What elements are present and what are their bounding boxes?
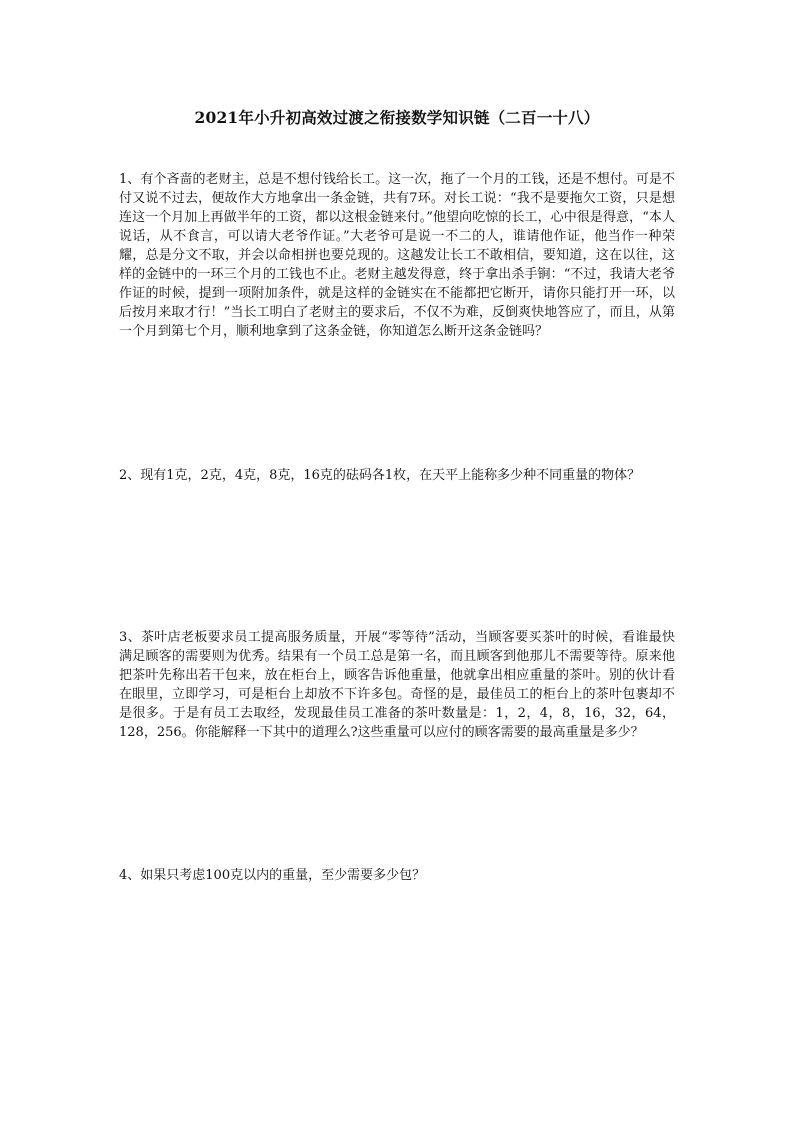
problem-3: 3、茶叶店老板要求员工提高服务质量，开展“零等待”活动，当顾客要买茶叶的时候，看谁最快 满足顾客的需要则为优秀。结果有一个员工总是第一名，而且顾客到他那儿不需要等待。原来他把茶叶先称出若干包来，放在柜台上，顾客告诉他重量，他就拿出相应重量的茶叶。别的伙计看在眼里，立即学习，可是柜台上却放不下许多包。奇怪的是，最佳员工的柜台上的茶叶包裹却不是很多。于是有员工去取经，发现最佳员工准备的茶叶数量是：1，2，4，8，16，32，64，128，256。你能解释一下其中的道理么?这些重量可以应付的顾客需要的最高重量是多少？ bbox=[119, 630, 675, 740]
problem-1: 1、有个吝啬的老财主，总是不想付钱给长工。这一次，拖了一个月的工钱，还是不想付。可是不付又说不过去，便故作大方地拿出一条金链，共有7环。对长工说：“我不是要拖欠工资，只是想连这一个月加上再做半年的工资，都以这根金链来付。”他望向吃惊的长工，心中很是得意，“本人说话，从不食言，可以请大老爷作证。”大老爷可是说一不二的人，谁请他作证，他当作一种荣耀，总是分文不取，并会以命相拼也要兑现的。这越发让长工不敢相信，要知道，这在以往，这样的金链中的一环三个月的工钱也不止。老财主越发得意，终于拿出杀手锏：“不过，我请大老爷作证的时候，提到一项附加条件，就是这样的金链实在不能都把它断开，请你只能打开一环，以后按月来取才行！”当长工明白了老财主的要求后，不仅不为难，反倒爽快地答应了，而且，从第一个月到第七个月，顺利地拿到了这条金链，你知道怎么断开这条金链吗？ bbox=[119, 172, 675, 339]
page-title: 2021年小升初高效过渡之衔接数学知识链（二百一十八） bbox=[194, 108, 600, 127]
problem-2: 2、现有1克，2克，4克，8克，16克的砝码各1枚，在天平上能称多少种不同重量的物体？ bbox=[119, 468, 641, 483]
problem-4: 4、如果只考虑100克以内的重量，至少需要多少包？ bbox=[119, 868, 426, 883]
